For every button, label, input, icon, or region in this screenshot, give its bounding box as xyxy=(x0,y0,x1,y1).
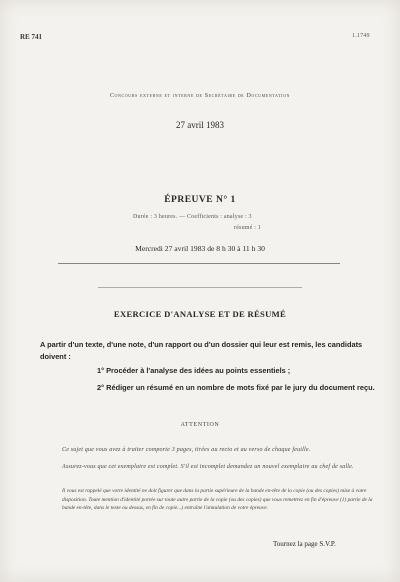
exercise-item-2: 2° Rédiger un résumé en un nombre de mots fixé par le jury du document reçu. xyxy=(97,383,375,392)
exercise-item-1: 1° Procéder à l'analyse des idées au points essentiels ; xyxy=(97,366,291,375)
attention-paragraph-3: Il vous est rappelé que votre identité ne doit figurer que dans la partie supérieure de la bande en-tête de la copie (ou des copies) mise à votre disposition. Toute mention d'identité portée sur toute autre partie de la copie (ou des copies) que vous remettrez en fin d'épreuve (1) partie de la bande en-tête, dans le texte ou dessus, en fin de copie...) entraîne l'annulation de votre épreuve. xyxy=(62,488,373,511)
epreuve-duration: Durée : 3 heures. — Coefficients : analyse : 3 xyxy=(133,214,252,220)
exercise-title: EXERCICE D'ANALYSE ET DE RÉSUMÉ xyxy=(113,309,287,319)
competition-date: 27 avril 1983 xyxy=(176,120,224,130)
divider-line xyxy=(58,263,340,264)
attention-paragraph-1: Ce sujet que vous avez à traiter comporte 3 pages, tirées au recto et au verso de chaque feuille. xyxy=(62,447,311,453)
turn-page-note: Tournez la page S.V.P. xyxy=(273,540,336,548)
divider-line-short xyxy=(98,287,302,288)
reference-code-right: 1.1749 xyxy=(352,33,370,39)
exercise-intro: A partir d'un texte, d'une note, d'un rapport ou d'un dossier qui leur est remis, les candidats doivent : xyxy=(40,340,363,361)
epreuve-resume-coefficient: résumé : 1 xyxy=(234,225,261,231)
attention-heading: ATTENTION xyxy=(180,422,220,428)
attention-paragraph-2: Assurez-vous que cet exemplaire est complet. S'il est incomplet demandez un nouvel exemplaire au chef de salle. xyxy=(62,464,354,470)
epreuve-title: ÉPREUVE N° 1 xyxy=(164,195,236,205)
reference-code-left: RE 741 xyxy=(20,33,42,41)
competition-line: Concours externe et interne de Secrétaire de Documentation xyxy=(109,93,291,99)
epreuve-datetime: Mercredi 27 avril 1983 de 8 h 30 à 11 h 30 xyxy=(135,244,265,253)
